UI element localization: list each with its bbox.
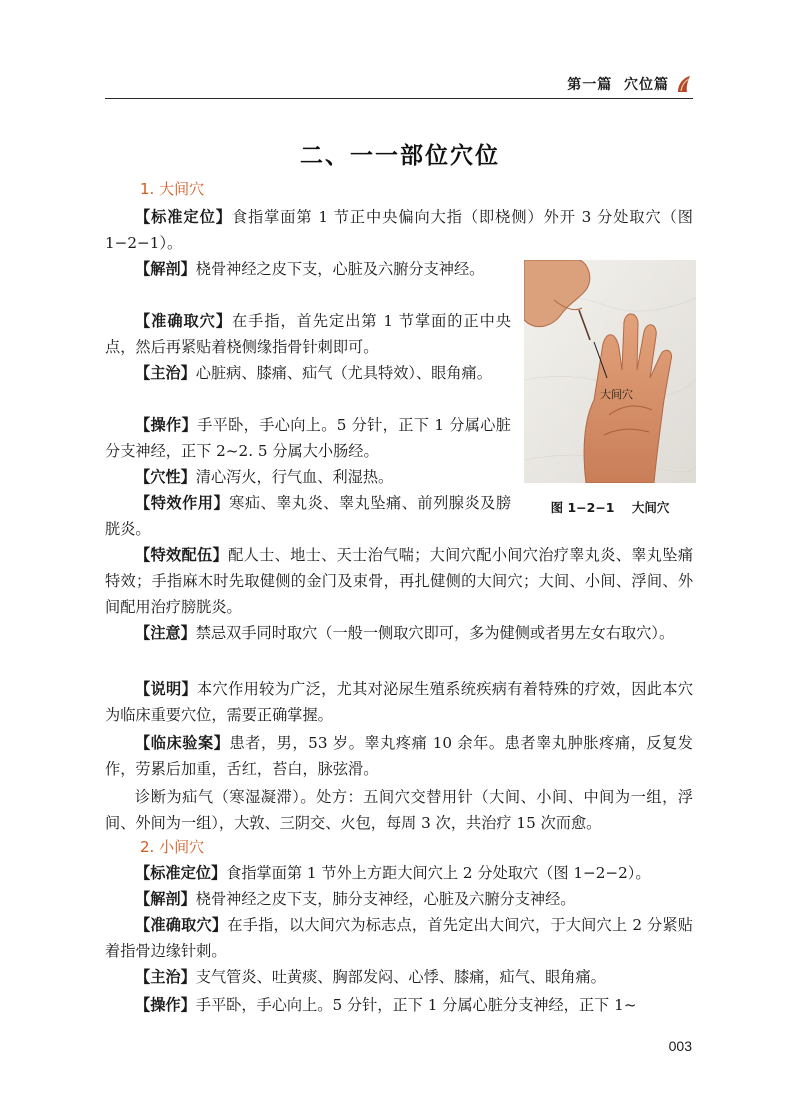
paragraph-text: 在手指，首先定出第 1 节掌面的正中央点，然后再紧贴着桡侧缘指骨针刺即可。 xyxy=(105,312,511,356)
page-number: 003 xyxy=(668,1038,692,1054)
running-header xyxy=(105,72,693,99)
paragraph xyxy=(105,676,693,728)
paragraph xyxy=(105,730,693,782)
paragraph-text: 桡骨神经之皮下支，心脏及六腑分支神经。 xyxy=(195,260,485,278)
paragraph-text: 手平卧，手心向上。5 分针，正下 1 分属心脏分支神经，正下 2~2. 5 分属大小肠经。 xyxy=(105,416,511,460)
paragraph xyxy=(105,360,511,386)
paragraph-text: 支气管炎、吐黄痰、胸部发闷、心悸、膝痛，疝气、眼角痛。 xyxy=(195,968,606,986)
paragraph xyxy=(105,204,693,256)
paragraph-label: 【临床验案】 xyxy=(135,734,230,752)
paragraph xyxy=(105,308,511,360)
paragraph-text: 清心泻火，行气血、利湿热。 xyxy=(195,468,394,486)
paragraph xyxy=(105,860,693,886)
paragraph-text: 食指掌面第 1 节外上方距大间穴上 2 分处取穴（图 1−2−2）。 xyxy=(226,864,651,882)
paragraph xyxy=(105,464,511,490)
paragraph-label: 【特效作用】 xyxy=(135,494,230,512)
running-header-text: 第一篇 穴位篇 xyxy=(567,77,669,93)
paragraph xyxy=(105,992,693,1018)
figure-caption: 图 1−2−1 大间穴 xyxy=(550,500,670,515)
paragraph xyxy=(105,912,693,964)
paragraph-label: 【解剖】 xyxy=(135,260,196,278)
figure-hand-photo xyxy=(524,260,696,483)
paragraph-text: 食指掌面第 1 节正中央偏向大指（即桡侧）外开 3 分处取穴（图 1−2−1）。 xyxy=(105,208,693,252)
paragraph-text: 诊断为疝气（寒湿凝滞）。处方：五间穴交替用针（大间、小间、中间为一组，浮间、外间为一组），大敦、三阴交、火包，每周 3 次，共治疗 15 次而愈。 xyxy=(105,788,693,832)
paragraph-text: 禁忌双手同时取穴（一般一侧取穴即可，多为健侧或者男左女右取穴）。 xyxy=(195,624,675,642)
paragraph-label: 【说明】 xyxy=(135,680,198,698)
paragraph-label: 【准确取穴】 xyxy=(135,312,233,330)
paragraph-text: 在手指，以大间穴为标志点，首先定出大间穴，于大间穴上 2 分紧贴着指骨边缘针刺。 xyxy=(105,916,693,960)
paragraph-text: 患者，男，53 岁。睾丸疼痛 10 余年。患者睾丸肿胀疼痛，反复发作，劳累后加重，舌红，苔白，脉弦滑。 xyxy=(105,734,693,778)
paragraph-label: 【主治】 xyxy=(135,968,196,986)
chapter-title: 二、一一部位穴位 xyxy=(300,142,500,169)
paragraph-text: 寒疝、睾丸炎、睾丸坠痛、前列腺炎及膀胱炎。 xyxy=(105,494,511,538)
paragraph-label: 【准确取穴】 xyxy=(135,916,228,934)
paragraph xyxy=(105,412,511,464)
paragraph xyxy=(105,784,693,836)
paragraph-text: 配人士、地士、天士治气喘；大间穴配小间穴治疗睾丸炎、睾丸坠痛特效；手指麻木时先取健侧的金门及束骨，再扎健侧的大间穴；大间、小间、浮间、外间配用治疗膀胱炎。 xyxy=(105,546,694,616)
paragraph-label: 【标准定位】 xyxy=(135,864,227,882)
paragraph-label: 【操作】 xyxy=(135,416,198,434)
header-ornament-icon xyxy=(675,72,693,94)
paragraph-label: 【注意】 xyxy=(135,624,196,642)
paragraph-text: 本穴作用较为广泛，尤其对泌尿生殖系统疾病有着特殊的疗效，因此本穴为临床重要穴位，需要正确掌握。 xyxy=(105,680,694,724)
paragraph xyxy=(105,490,511,542)
paragraph-label: 【主治】 xyxy=(135,364,196,382)
paragraph xyxy=(105,620,693,646)
paragraph xyxy=(105,256,511,282)
paragraph xyxy=(105,542,693,620)
paragraph-label: 【标准定位】 xyxy=(135,208,232,226)
paragraph-text: 心脏病、膝痛、疝气（尤具特效）、眼角痛。 xyxy=(195,364,492,382)
paragraph-label: 【特效配伍】 xyxy=(135,546,229,564)
paragraph xyxy=(105,886,693,912)
section-heading-dajian: 1. 大间穴 xyxy=(140,180,205,198)
paragraph-text: 手平卧，手心向上。5 分针，正下 1 分属心脏分支神经，正下 1~ xyxy=(195,996,637,1014)
paragraph-label: 【操作】 xyxy=(135,996,196,1014)
paragraph xyxy=(105,964,693,990)
figure-point-label: 大间穴 xyxy=(600,388,633,401)
paragraph-label: 【解剖】 xyxy=(135,890,196,908)
paragraph-text: 桡骨神经之皮下支，肺分支神经，心脏及六腑分支神经。 xyxy=(195,890,576,908)
paragraph-label: 【穴性】 xyxy=(135,468,196,486)
section-heading-xiaojian: 2. 小间穴 xyxy=(140,838,205,856)
